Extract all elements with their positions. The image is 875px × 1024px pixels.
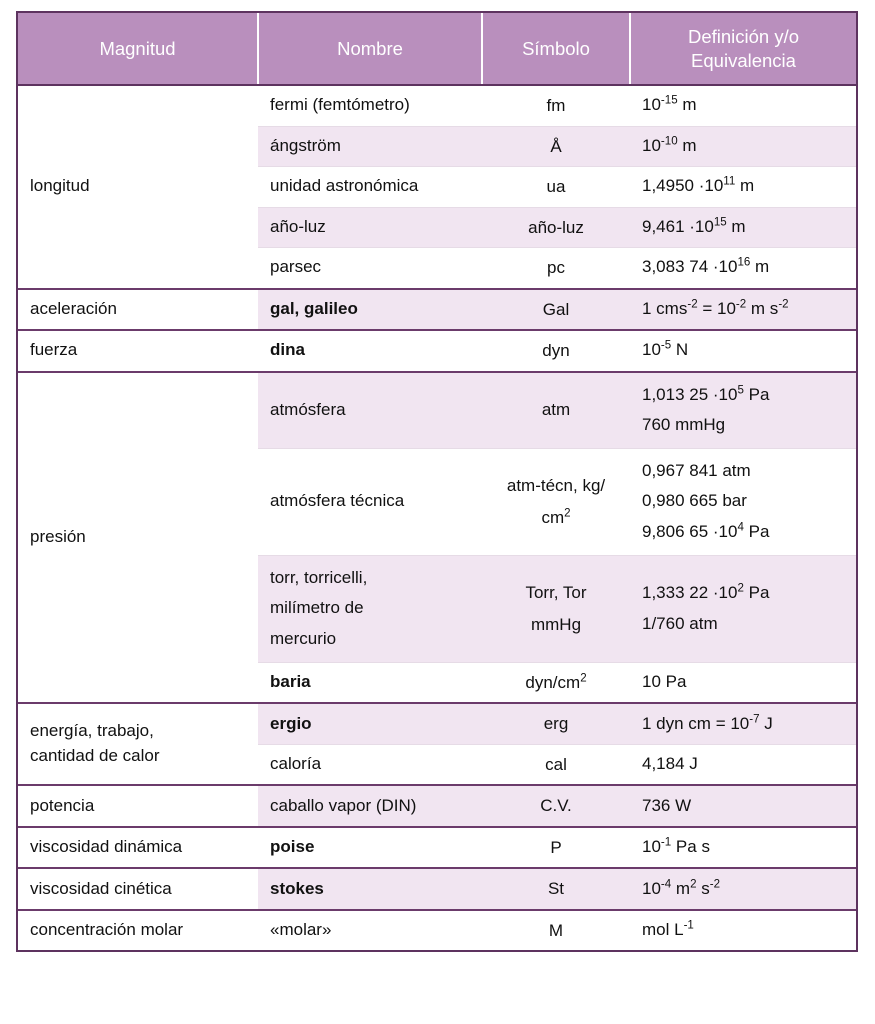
units-table-container — [16, 11, 858, 952]
cell-magnitud: viscosidad cinética — [18, 868, 258, 910]
cell-definicion: 1 $cms^{-2} = 10^{-2}$ m $s^{-2}$ — [630, 289, 856, 331]
cell-simbolo: St — [482, 868, 630, 910]
cell-nombre: atmósfera técnica — [258, 448, 482, 555]
table-row — [18, 289, 856, 331]
cell-nombre: unidad astronómica — [258, 167, 482, 208]
column-header-definicion-line2: Equivalencia — [691, 49, 796, 71]
cell-definicion: $10^{-5}$ N — [630, 330, 856, 372]
cell-simbolo: C.V. — [482, 785, 630, 827]
table-row — [18, 703, 856, 744]
cell-definicion: $10^{-1}$ Pa s — [630, 827, 856, 869]
cell-definicion: $10^{-4}$ $m^2$ $s^{-2}$ — [630, 868, 856, 910]
cell-simbolo: Gal — [482, 289, 630, 331]
cell-nombre: «molar» — [258, 910, 482, 951]
cell-magnitud: concentración molar — [18, 910, 258, 951]
cell-simbolo: Torr, Tor mmHg — [482, 555, 630, 662]
cell-nombre: atmósfera — [258, 372, 482, 449]
cell-definicion: $10^{-15}$ m — [630, 85, 856, 126]
table-row — [18, 372, 856, 449]
cell-nombre: baria — [258, 662, 482, 703]
cell-simbolo: fm — [482, 85, 630, 126]
units-table — [18, 13, 856, 950]
cell-nombre: dina — [258, 330, 482, 372]
cell-definicion: 4,184 J — [630, 744, 856, 785]
cell-simbolo: ua — [482, 167, 630, 208]
cell-simbolo: atm — [482, 372, 630, 449]
cell-definicion: 10 Pa — [630, 662, 856, 703]
cell-definicion: 1 dyn cm = $10^{-7}$ J — [630, 703, 856, 744]
cell-simbolo: año-luz — [482, 207, 630, 248]
cell-definicion: $9,461 \cdot 10^{15}$ m — [630, 207, 856, 248]
table-row — [18, 85, 856, 126]
column-header-magnitud: Magnitud — [18, 13, 258, 85]
cell-magnitud: longitud — [18, 85, 258, 289]
cell-nombre: caballo vapor (DIN) — [258, 785, 482, 827]
cell-simbolo: pc — [482, 248, 630, 289]
cell-magnitud: aceleración — [18, 289, 258, 331]
cell-definicion: $10^{-10}$ m — [630, 126, 856, 167]
cell-definicion: 736 W — [630, 785, 856, 827]
cell-definicion: 1,013 $25 \cdot 10^5$ Pa 760 mmHg — [630, 372, 856, 449]
cell-nombre: parsec — [258, 248, 482, 289]
cell-simbolo: dyn/$cm^2$ — [482, 662, 630, 703]
cell-magnitud: viscosidad dinámica — [18, 827, 258, 869]
cell-nombre: stokes — [258, 868, 482, 910]
cell-nombre: ángström — [258, 126, 482, 167]
cell-definicion: $1,4950 \cdot 10^{11}$ m — [630, 167, 856, 208]
column-header-nombre: Nombre — [258, 13, 482, 85]
table-row — [18, 910, 856, 951]
cell-simbolo: dyn — [482, 330, 630, 372]
cell-nombre: poise — [258, 827, 482, 869]
table-row — [18, 868, 856, 910]
cell-nombre: fermi (femtómetro) — [258, 85, 482, 126]
cell-simbolo: Å — [482, 126, 630, 167]
cell-simbolo: erg — [482, 703, 630, 744]
cell-magnitud: potencia — [18, 785, 258, 827]
cell-definicion: mol $L^{-1}$ — [630, 910, 856, 951]
cell-nombre: torr, torricelli, milímetro de mercurio — [258, 555, 482, 662]
cell-nombre: gal, galileo — [258, 289, 482, 331]
cell-simbolo: atm-técn, kg/ $cm^2$ — [482, 448, 630, 555]
cell-simbolo: M — [482, 910, 630, 951]
cell-definicion: 3,083 $74 \cdot 10^{16}$ m — [630, 248, 856, 289]
column-header-definicion — [630, 13, 856, 85]
table-row — [18, 785, 856, 827]
cell-magnitud: presión — [18, 372, 258, 704]
cell-simbolo: P — [482, 827, 630, 869]
cell-nombre: caloría — [258, 744, 482, 785]
cell-definicion: 0,967 841 atm 0,980 665 bar 9,806 $65 \cdot 10^4$ Pa — [630, 448, 856, 555]
cell-magnitud: fuerza — [18, 330, 258, 372]
cell-definicion: 1,333 $22 \cdot 10^2$ Pa 1/760 atm — [630, 555, 856, 662]
header-row — [18, 13, 856, 85]
table-header — [18, 13, 856, 85]
cell-nombre: ergio — [258, 703, 482, 744]
cell-nombre: año-luz — [258, 207, 482, 248]
table-row — [18, 330, 856, 372]
cell-magnitud: energía, trabajo, cantidad de calor — [18, 703, 258, 785]
cell-simbolo: cal — [482, 744, 630, 785]
column-header-definicion-line1: Definición y/o — [687, 26, 800, 48]
table-body — [18, 85, 856, 950]
column-header-simbolo: Símbolo — [482, 13, 630, 85]
table-row — [18, 827, 856, 869]
